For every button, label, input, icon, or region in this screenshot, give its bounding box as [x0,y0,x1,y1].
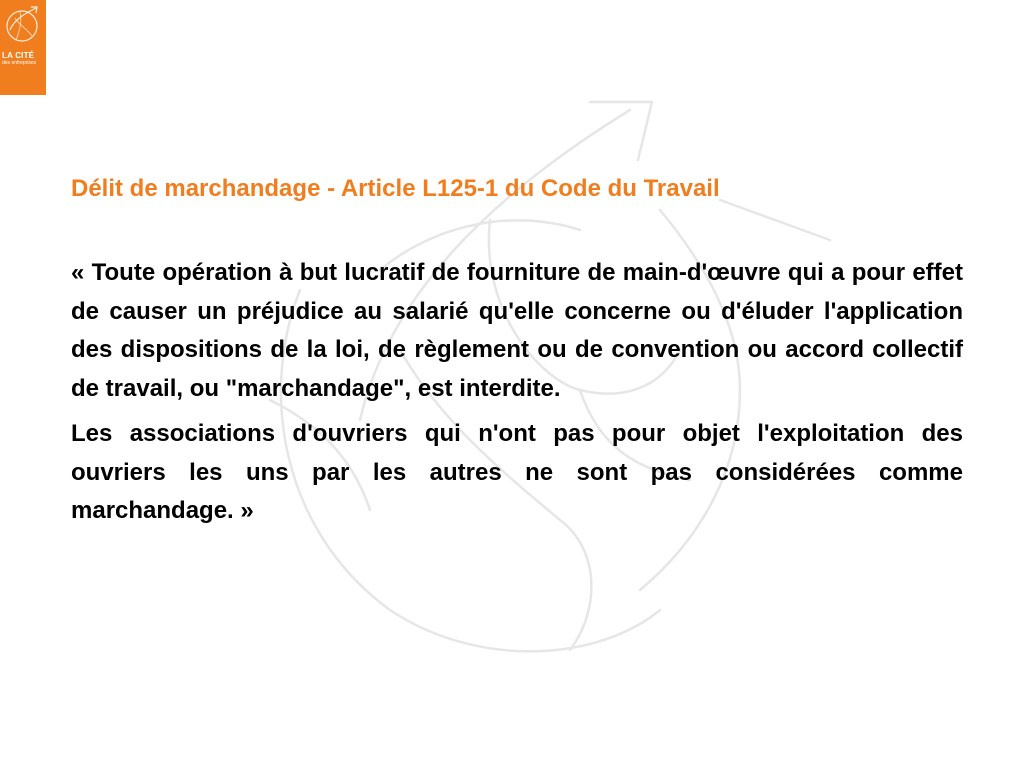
quote-paragraph-2: Les associations d'ouvriers qui n'ont pas pour objet l'exploitation des ouvriers les uns par les autres ne sont pas considérées comme marchandage. » [71,420,963,524]
slide-title: Délit de marchandage - Article L125-1 du Code du Travail [71,175,720,202]
quote-paragraph-1: « Toute opération à but lucratif de fourniture de main-d'œuvre qui a pour effet de causer un préjudice au salarié qu'elle concerne ou d'éluder l'application des dispositions de la loi, de règlement ou de convention ou accord collectif de travail, ou "marchandage", est interdite. [71,259,963,402]
company-logo [0,0,46,95]
logo-name: LA CITÉ [2,51,35,60]
slide-content [71,172,963,531]
globe-logo-icon [0,0,46,52]
logo-subtitle: des entreprises [2,60,37,66]
logo-text [2,52,46,66]
